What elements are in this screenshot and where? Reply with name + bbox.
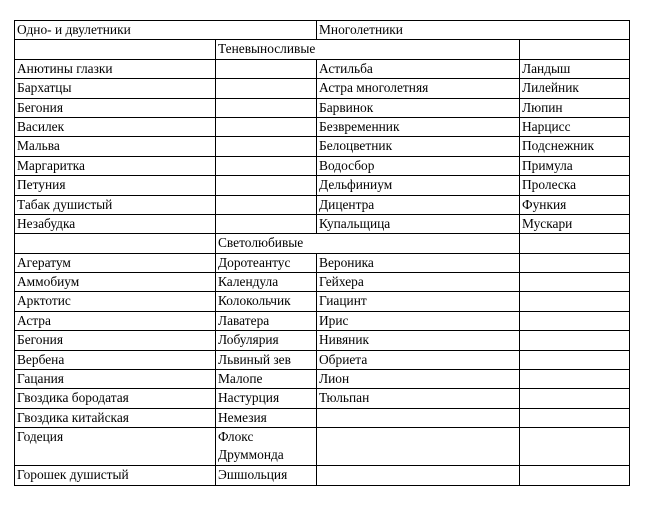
table-cell: Доротеантус [216, 253, 317, 272]
table-cell: Агератум [15, 253, 216, 272]
table-cell: Бархатцы [15, 79, 216, 98]
table-cell: Мускари [520, 214, 630, 233]
table-cell [520, 466, 630, 485]
table-cell [520, 292, 630, 311]
header-perennials: Многолетники [317, 21, 630, 40]
table-cell: Вербена [15, 350, 216, 369]
table-cell: Водосбор [317, 156, 520, 175]
table-cell: Аммобиум [15, 273, 216, 292]
table-cell: Арктотис [15, 292, 216, 311]
section-title: Светолюбивые [216, 234, 520, 253]
table-cell [520, 350, 630, 369]
table-cell: Табак душистый [15, 195, 216, 214]
table-cell [520, 331, 630, 350]
table-row [15, 350, 630, 369]
table-cell [216, 137, 317, 156]
table-cell: Мальва [15, 137, 216, 156]
table-row [15, 253, 630, 272]
table-cell: Пролеска [520, 176, 630, 195]
table-cell [520, 253, 630, 272]
table-cell: Годеция [15, 428, 216, 466]
table-cell [216, 117, 317, 136]
table-body [15, 21, 630, 486]
table-cell [216, 214, 317, 233]
table-cell: Бегония [15, 98, 216, 117]
table-cell: Лион [317, 370, 520, 389]
table-row [15, 408, 630, 427]
table-cell: Флокс Друммонда [216, 428, 317, 466]
empty-cell [15, 234, 216, 253]
table-row [15, 273, 630, 292]
table-row [15, 389, 630, 408]
table-cell [520, 408, 630, 427]
table-cell: Незабудка [15, 214, 216, 233]
table-cell: Астра [15, 311, 216, 330]
table-cell: Безвременник [317, 117, 520, 136]
table-cell: Нарцисс [520, 117, 630, 136]
table-cell: Малопе [216, 370, 317, 389]
table-cell: Астильба [317, 59, 520, 78]
table-row [15, 156, 630, 175]
table-cell: Василек [15, 117, 216, 136]
table-cell: Купальщица [317, 214, 520, 233]
empty-cell [15, 40, 216, 59]
table-row [15, 98, 630, 117]
table-cell [317, 408, 520, 427]
table-cell [317, 466, 520, 485]
section-header-row [15, 234, 630, 253]
table-cell [317, 428, 520, 466]
table-cell [520, 273, 630, 292]
table-cell: Ирис [317, 311, 520, 330]
table-cell: Анютины глазки [15, 59, 216, 78]
table-cell: Астра многолетняя [317, 79, 520, 98]
table-row [15, 292, 630, 311]
header-annuals-biennials: Одно- и двулетники [15, 21, 317, 40]
table-cell: Тюльпан [317, 389, 520, 408]
header-row [15, 21, 630, 40]
table-cell: Бегония [15, 331, 216, 350]
table-cell [520, 370, 630, 389]
table-cell: Горошек душистый [15, 466, 216, 485]
table-cell: Петуния [15, 176, 216, 195]
table-cell: Немезия [216, 408, 317, 427]
table-cell [216, 176, 317, 195]
table-cell: Маргаритка [15, 156, 216, 175]
table-cell [216, 156, 317, 175]
table-cell: Гвоздика бородатая [15, 389, 216, 408]
table-cell: Вероника [317, 253, 520, 272]
table-cell: Нивяник [317, 331, 520, 350]
table-row [15, 428, 630, 466]
table-cell: Гвоздика китайская [15, 408, 216, 427]
table-cell: Колокольчик [216, 292, 317, 311]
empty-cell [520, 234, 630, 253]
table-cell: Гейхера [317, 273, 520, 292]
table-cell: Лаватера [216, 311, 317, 330]
table-cell: Ландыш [520, 59, 630, 78]
table-row [15, 137, 630, 156]
table-row [15, 176, 630, 195]
table-cell: Гиацинт [317, 292, 520, 311]
table-cell [216, 79, 317, 98]
table-cell: Барвинок [317, 98, 520, 117]
table-row [15, 370, 630, 389]
table-row [15, 117, 630, 136]
section-title: Теневыносливые [216, 40, 520, 59]
section-header-row [15, 40, 630, 59]
table-cell: Календула [216, 273, 317, 292]
table-cell: Львиный зев [216, 350, 317, 369]
table-cell [216, 195, 317, 214]
table-row [15, 214, 630, 233]
table-row [15, 466, 630, 485]
table-cell: Функия [520, 195, 630, 214]
table-cell: Лобулярия [216, 331, 317, 350]
table-cell: Лилейник [520, 79, 630, 98]
table-cell: Примула [520, 156, 630, 175]
table-cell [216, 59, 317, 78]
table-row [15, 79, 630, 98]
table-cell: Настурция [216, 389, 317, 408]
plant-table [14, 20, 630, 486]
table-cell: Эшшольция [216, 466, 317, 485]
table-row [15, 331, 630, 350]
table-row [15, 311, 630, 330]
table-cell: Дицентра [317, 195, 520, 214]
table-cell: Люпин [520, 98, 630, 117]
table-cell: Белоцветник [317, 137, 520, 156]
table-cell [520, 389, 630, 408]
table-row [15, 59, 630, 78]
table-cell [520, 428, 630, 466]
table-row [15, 195, 630, 214]
table-cell: Дельфиниум [317, 176, 520, 195]
table-cell: Обриета [317, 350, 520, 369]
table-cell: Подснежник [520, 137, 630, 156]
table-cell: Гацания [15, 370, 216, 389]
table-cell [216, 98, 317, 117]
table-cell [520, 311, 630, 330]
empty-cell [520, 40, 630, 59]
